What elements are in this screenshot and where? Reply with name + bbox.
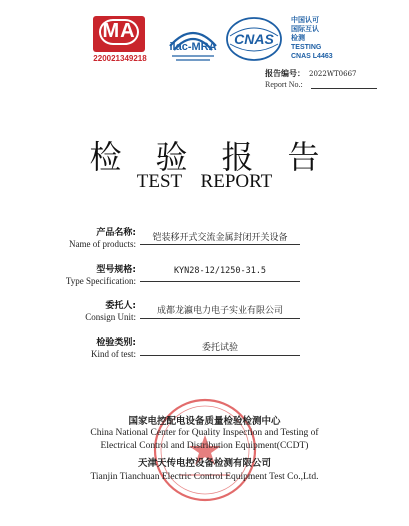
cnas-line: 国际互认 (291, 26, 319, 33)
report-number-underline (311, 88, 377, 89)
cnas-line: CNAS L4463 (291, 53, 333, 60)
field-value-type-spec: KYN28-12/1250-31.5 (173, 266, 267, 276)
field-label-kind-of-test (0, 338, 136, 360)
ilac-mra-logo (164, 16, 222, 64)
label-cn: 委托人: (105, 301, 136, 311)
field-label-product-name (0, 228, 136, 250)
company-name-cn: 天津天传电控设备检测有限公司 (137, 458, 271, 469)
org-name-cn: 国家电控配电设备质量检验检测中心 (128, 416, 281, 427)
field-underline (140, 244, 300, 245)
report-number (265, 68, 357, 79)
field-label-consign-unit (0, 301, 136, 323)
field-underline (140, 281, 300, 282)
field-value-consign-unit: 成都龙瀛电力电子实业有限公司 (156, 306, 283, 316)
field-underline (140, 318, 300, 319)
cma-number: 220021349218 (93, 54, 147, 63)
label-cn: 型号规格: (96, 265, 136, 275)
cma-logo-text: MA (102, 20, 136, 42)
label-en: Type Specification: (65, 276, 136, 286)
report-number-label-en: Report No.: (265, 80, 303, 89)
field-label-type-spec (0, 265, 136, 287)
label-en: Kind of test: (91, 349, 136, 359)
report-title-cn: 检验报告 (89, 138, 354, 176)
cnas-accreditation-text (291, 16, 351, 61)
report-number-value: 2022WT0667 (309, 70, 357, 78)
field-value-kind-of-test: 委托试验 (201, 343, 238, 353)
label-en: Name of products: (69, 239, 136, 249)
label-cn: 检验类别: (96, 338, 136, 348)
org-name-en-line1: China National Center for Quality Inspection and Testing of (90, 428, 319, 438)
label-en: Consign Unit: (85, 312, 136, 322)
cnas-line: 中国认可 (291, 17, 319, 24)
label-cn: 产品名称: (96, 228, 136, 238)
cma-logo (93, 16, 145, 52)
cnas-line: 检测 (291, 35, 305, 42)
field-underline (140, 355, 300, 356)
company-name-en: Tianjin Tianchuan Electric Control Equipment Test Co.,Ltd. (90, 472, 319, 482)
report-title-en: TEST REPORT (136, 171, 273, 192)
cnas-line: TESTING (291, 44, 322, 51)
ilac-logo-text: ilac-MRA (169, 41, 217, 53)
org-name-en-line2: Electrical Control and Distribution Equipment(CCDT) (100, 441, 309, 451)
cnas-logo-text: CNAS (234, 31, 274, 47)
report-number-label: 报告编号： (265, 69, 305, 78)
cnas-logo (224, 14, 284, 64)
field-value-product-name: 铠装移开式交流金属封闭开关设备 (152, 233, 288, 243)
